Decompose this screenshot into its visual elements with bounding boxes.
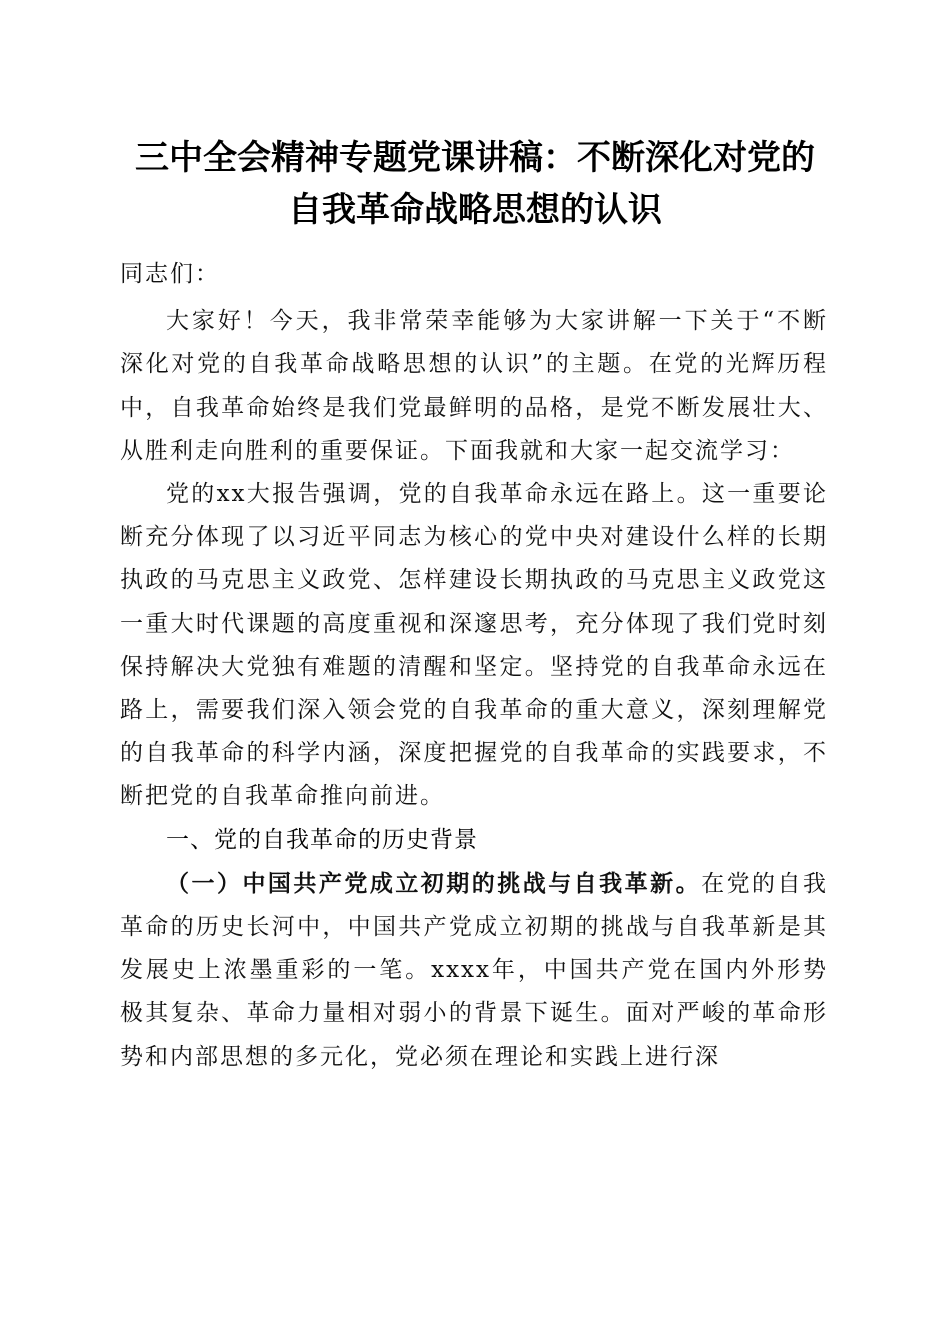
subsection-paragraph-1 (120, 862, 828, 1079)
document-title (100, 132, 850, 236)
document-body (120, 253, 828, 1079)
section-heading-1: 一、党的自我革命的历史背景 (166, 826, 478, 853)
subsection-text-1: 在党的自我革命的历史长河中，中国共产党成立初期的挑战与自我革新是其发展史上浓墨重彩的一笔。xxxx年，中国共产党在国内外形势极其复杂、革命力量相对弱小的背景下诞生。面对严峻的革命形势和内部思想的多元化，党必须在理论和实践上进行深 (120, 870, 829, 1070)
salutation: 同志们： (120, 261, 220, 287)
subsection-heading-1: （一）中国共产党成立初期的挑战与自我革新。 (166, 869, 702, 897)
paragraph-report: 党的xx大报告强调，党的自我革命永远在路上。这一重要论断充分体现了以习近平同志为核心的党中央对建设什么样的长期执政的马克思主义政党、怎样建设长期执政的马克思主义政党这一重大时代课题的高度重视和深邃思考，充分体现了我们党时刻保持解决大党独有难题的清醒和坚定。坚持党的自我革命永远在路上，需要我们深入领会党的自我革命的重大意义，深刻理解党的自我革命的科学内涵，深度把握党的自我革命的实践要求，不断把党的自我革命推向前进。 (120, 481, 828, 810)
title-line-2: 自我革命战略思想的认识 (288, 190, 662, 230)
title-line-1: 三中全会精神专题党课讲稿：不断深化对党的 (135, 138, 815, 178)
paragraph-intro: 大家好！今天，我非常荣幸能够为大家讲解一下关于“不断深化对党的自我革命战略思想的认识”的主题。在党的光辉历程中，自我革命始终是我们党最鲜明的品格，是党不断发展壮大、从胜利走向胜利的重要保证。下面我就和大家一起交流学习： (120, 308, 828, 464)
